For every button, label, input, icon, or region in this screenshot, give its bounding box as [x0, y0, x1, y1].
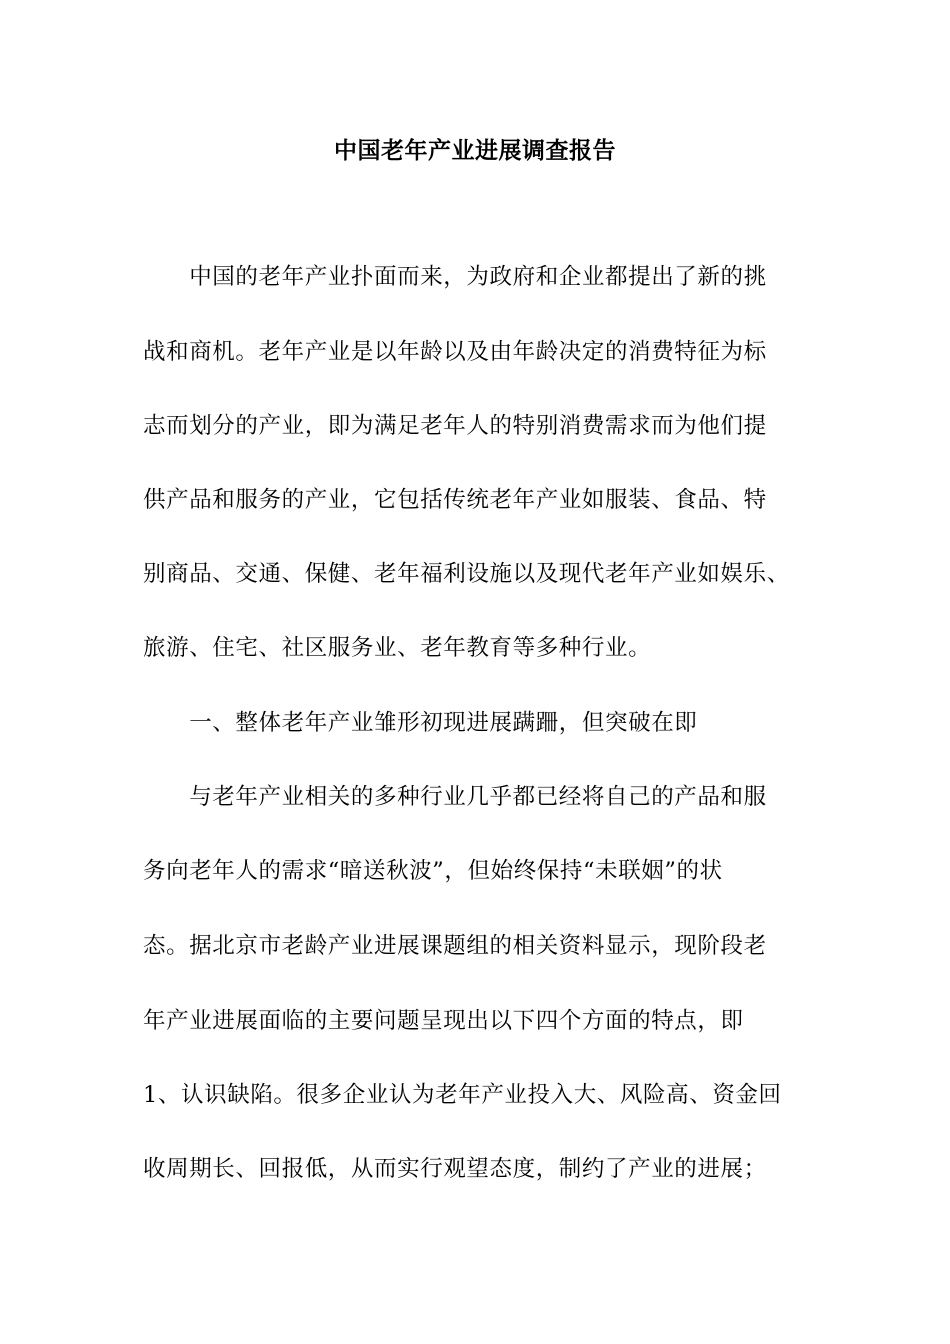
paragraph-line: 中国的老年产业扑面而来，为政府和企业都提出了新的挑 — [143, 264, 767, 290]
paragraph-line: 供产品和服务的产业，它包括传统老年产业如服装、食品、特 — [143, 487, 767, 513]
paragraph-line: 1、认识缺陷。很多企业认为老年产业投入大、风险高、资金回 — [143, 1082, 782, 1108]
paragraph-line: 志而划分的产业，即为满足老年人的特别消费需求而为他们提 — [143, 413, 767, 439]
paragraph-line: 别商品、交通、保健、老年福利设施以及现代老年产业如娱乐、 — [143, 561, 790, 587]
paragraph-line: 旅游、住宅、社区服务业、老年教育等多种行业。 — [143, 635, 652, 661]
document-title: 中国老年产业进展调查报告 — [334, 137, 616, 164]
paragraph-line: 战和商机。老年产业是以年龄以及由年龄决定的消费特征为标 — [143, 339, 767, 365]
section-heading: 一、整体老年产业雏形初现进展蹒跚，但突破在即 — [143, 710, 698, 736]
paragraph-line: 务向老年人的需求“暗送秋波”，但始终保持“未联姻”的状 — [143, 858, 723, 884]
paragraph-line: 与老年产业相关的多种行业几乎都已经将自己的产品和服 — [143, 784, 767, 810]
paragraph-line: 收周期长、回报低，从而实行观望态度，制约了产业的进展； — [143, 1156, 767, 1182]
paragraph-line: 年产业进展面临的主要问题呈现出以下四个方面的特点，即 — [143, 1008, 744, 1034]
paragraph-line: 态。据北京市老龄产业进展课题组的相关资料显示，现阶段老 — [143, 933, 767, 959]
